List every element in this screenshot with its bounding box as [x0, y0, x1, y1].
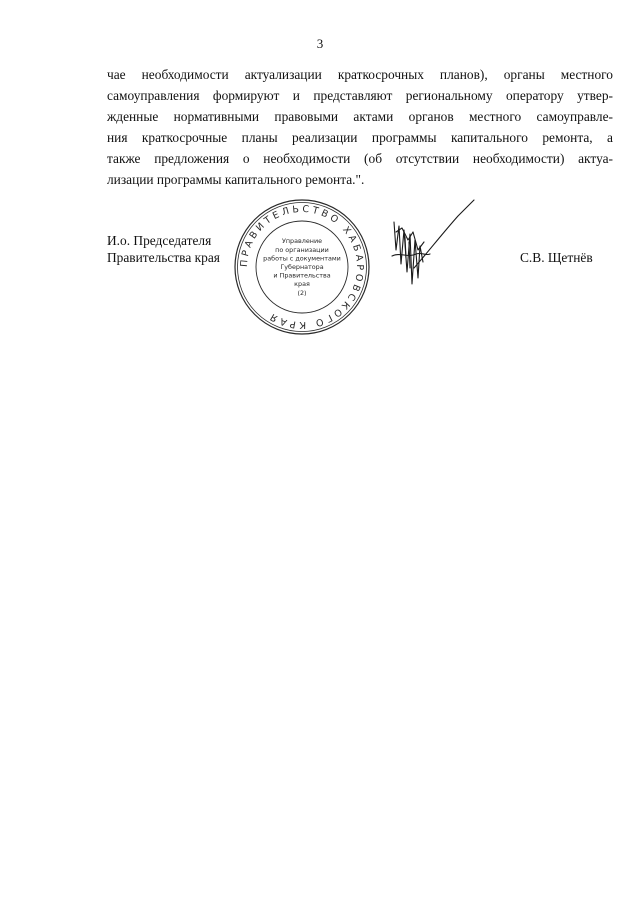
official-seal-stamp: [232, 197, 372, 337]
body-line: чае необходимости актуализации краткосрочных планов), органы местного: [107, 67, 613, 82]
handwritten-signature: [380, 192, 480, 292]
seal-center-line: (2): [297, 288, 307, 297]
page-number: 3: [316, 36, 324, 51]
signer-name: С.В. Щетнёв: [520, 250, 593, 265]
seal-center-line: Управление: [281, 237, 323, 246]
body-line: лизации программы капитального ремонта.".: [107, 172, 365, 187]
body-line: жденные нормативными правовыми актами органов местного самоуправле-: [107, 109, 613, 124]
signer-position-line: Правительства края: [107, 250, 220, 265]
seal-center-line: работы с документами: [263, 254, 341, 263]
body-line: самоуправления формируют и представляют региональному оператору утвер-: [107, 88, 613, 103]
signer-position-line: И.о. Председателя: [107, 233, 212, 248]
seal-center-line: края: [294, 280, 310, 289]
seal-ring-text: ПРАВИТЕЛЬСТВО ХАБАРОВСКОГО КРАЯ: [238, 203, 366, 331]
body-paragraph: [107, 64, 613, 190]
body-line: также предложения о необходимости (об отсутствии необходимости) актуа-: [107, 151, 613, 166]
body-line: ния краткосрочные планы реализации программы капитального ремонта, а: [107, 130, 613, 145]
seal-center-line: Губернатора: [280, 263, 324, 271]
seal-center-line: по организации: [275, 245, 329, 254]
signer-position: [107, 232, 220, 266]
seal-center-line: и Правительства: [273, 271, 331, 280]
